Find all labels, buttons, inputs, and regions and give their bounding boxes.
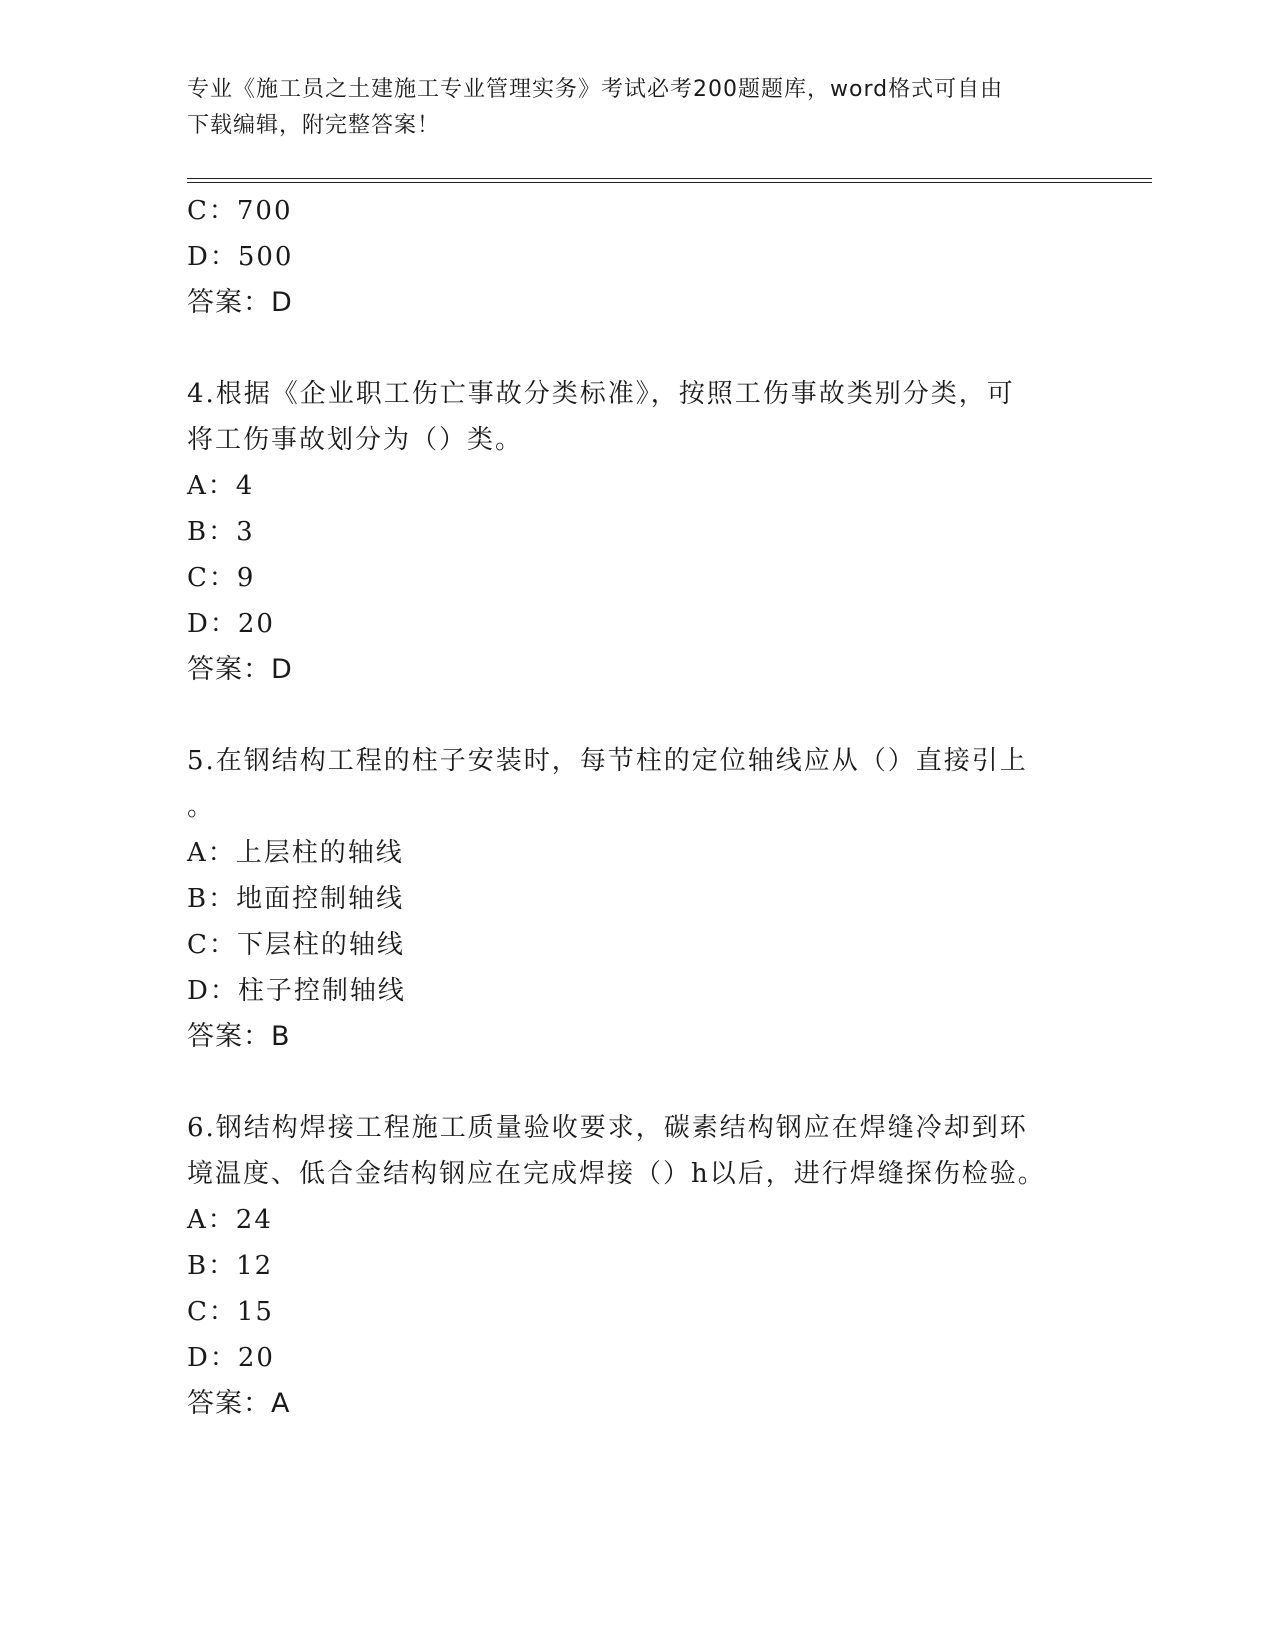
option-d: D：20 (187, 1343, 275, 1373)
question-text-line-1: 5.在钢结构工程的柱子安装时，每节柱的定位轴线应从（）直接引上 (187, 746, 1028, 776)
option-a: A：上层柱的轴线 (187, 838, 404, 868)
spacer (187, 326, 1087, 371)
option-d: D：500 (187, 242, 294, 272)
question-text-line-1: 6.钢结构焊接工程施工质量验收要求，碳素结构钢应在焊缝冷却到环 (187, 1113, 1028, 1143)
option-c: C：15 (187, 1297, 274, 1327)
answer: 答案：B (187, 1021, 291, 1052)
header-divider-bottom (187, 182, 1152, 183)
spacer (187, 1060, 1087, 1105)
question-6 (187, 1105, 1087, 1427)
option-d: D：20 (187, 609, 275, 639)
spacer (187, 693, 1087, 738)
header-line-2: 下载编辑，附完整答案！ (187, 113, 441, 138)
question-text-line-1: 4.根据《企业职工伤亡事故分类标准》，按照工伤事故类别分类，可 (187, 379, 1015, 409)
option-a: A：24 (187, 1205, 273, 1235)
question-text-line-2: 将工伤事故划分为（）类。 (187, 425, 524, 455)
answer: 答案：D (187, 287, 293, 318)
question-list (187, 188, 1087, 1427)
option-b: B：地面控制轴线 (187, 884, 405, 914)
option-c: C：700 (187, 196, 293, 226)
question-4 (187, 371, 1087, 693)
option-b: B：3 (187, 517, 255, 547)
option-a: A：4 (187, 471, 255, 501)
question-text-line-2: 。 (187, 792, 216, 822)
answer: 答案：A (187, 1388, 291, 1419)
question-5 (187, 738, 1087, 1060)
header-line-1: 专业《施工员之土建施工专业管理实务》考试必考200题题库，word格式可自由 (187, 77, 1004, 102)
option-d: D：柱子控制轴线 (187, 976, 406, 1006)
question-3 (187, 188, 1087, 326)
document-header (187, 72, 1087, 144)
option-c: C：9 (187, 563, 256, 593)
option-b: B：12 (187, 1251, 274, 1281)
answer: 答案：D (187, 654, 293, 685)
header-divider-top (187, 178, 1152, 179)
question-text-line-2: 境温度、低合金结构钢应在完成焊接（）h以后，进行焊缝探伤检验。 (187, 1159, 1046, 1189)
option-c: C：下层柱的轴线 (187, 930, 405, 960)
